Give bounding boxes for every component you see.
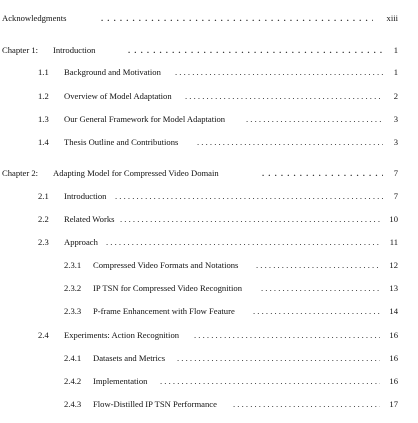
toc-entry-number: 1.2 <box>38 91 49 101</box>
toc-leader-dots <box>194 329 380 341</box>
toc-entry-section-2-2[interactable] <box>0 213 418 225</box>
toc-entry-number: 2.3.1 <box>64 260 82 270</box>
toc-entry-number: Chapter 1: <box>2 45 39 55</box>
toc-entry-title: Background and Motivation <box>64 67 161 77</box>
toc-entry-chapter-1[interactable] <box>0 44 418 56</box>
toc-entry-number: 2.3 <box>38 237 49 247</box>
toc-entry-section-1-1[interactable] <box>0 66 418 78</box>
toc-page-number: 10 <box>389 214 398 224</box>
toc-entry-number: 2.4.3 <box>64 399 82 409</box>
toc-entry-title: P-frame Enhancement with Flow Feature <box>93 306 235 316</box>
toc-entry-title: Datasets and Metrics <box>93 353 166 363</box>
toc-page-number: 1 <box>393 67 398 77</box>
toc-entry-number: 2.3.2 <box>64 283 82 293</box>
toc-leader-dots <box>115 190 383 202</box>
toc-entry-number: 2.3.3 <box>64 306 82 316</box>
toc-entry-title: Our General Framework for Model Adaptation <box>64 114 226 124</box>
toc-entry-number: 1.1 <box>38 67 49 77</box>
toc-leader-dots <box>233 398 380 410</box>
toc-entry-title: Introduction <box>64 191 107 201</box>
toc-entry-title: Compressed Video Formats and Notations <box>93 260 239 270</box>
toc-entry-number: 2.4.1 <box>64 353 82 363</box>
toc-entry-section-1-3[interactable] <box>0 113 418 125</box>
toc-leader-dots <box>106 236 380 248</box>
toc-entry-subsection-2-4-1[interactable] <box>0 352 418 364</box>
toc-leader-dots <box>160 375 380 387</box>
toc-entry-number: 2.4.2 <box>64 376 82 386</box>
toc-entry-acknowledgments[interactable] <box>0 12 418 24</box>
toc-leader-dots <box>175 66 383 78</box>
toc-page-number: 17 <box>389 399 398 409</box>
toc-page-number: 7 <box>393 168 398 178</box>
toc-entry-number: 1.4 <box>38 137 49 147</box>
toc-leader-dots <box>197 136 383 148</box>
toc-page-number: 14 <box>389 306 398 316</box>
toc-entry-number: Chapter 2: <box>2 168 39 178</box>
toc-entry-number: 1.3 <box>38 114 49 124</box>
toc-entry-chapter-2[interactable] <box>0 167 418 179</box>
toc-entry-title: Acknowledgments <box>2 13 67 23</box>
toc-entry-title: Implementation <box>93 376 148 386</box>
toc-entry-title: IP TSN for Compressed Video Recognition <box>93 283 242 293</box>
toc-page-number: 16 <box>389 353 398 363</box>
toc-page-number: 12 <box>389 260 398 270</box>
toc-page-number: 13 <box>389 283 398 293</box>
toc-page-number: 2 <box>393 91 398 101</box>
toc-page-number: 11 <box>389 237 398 247</box>
toc-page-number: 3 <box>393 137 398 147</box>
toc-entry-title: Experiments: Action Recognition <box>64 330 180 340</box>
toc-entry-title: Approach <box>64 237 98 247</box>
toc-leader-dots <box>120 213 380 225</box>
toc-entry-title: Flow-Distilled IP TSN Performance <box>93 399 217 409</box>
toc-entry-subsection-2-4-2[interactable] <box>0 375 418 387</box>
toc-entry-subsection-2-4-3[interactable] <box>0 398 418 410</box>
toc-page-number: 16 <box>389 330 398 340</box>
toc-entry-number: 2.2 <box>38 214 49 224</box>
toc-leader-dots <box>246 113 383 125</box>
toc-leader-dots <box>177 352 380 364</box>
toc-entry-section-1-2[interactable] <box>0 90 418 102</box>
toc-entry-title: Adapting Model for Compressed Video Domain <box>53 168 219 178</box>
toc-leader-dots <box>253 305 380 317</box>
toc-entry-subsection-2-3-1[interactable] <box>0 259 418 271</box>
toc-entry-title: Introduction <box>53 45 96 55</box>
toc-leader-dots <box>185 90 383 102</box>
toc-leader-dots <box>128 44 383 56</box>
toc-entry-section-2-1[interactable] <box>0 190 418 202</box>
toc-entry-section-1-4[interactable] <box>0 136 418 148</box>
toc-page-number: 3 <box>393 114 398 124</box>
toc-page-number: 7 <box>393 191 398 201</box>
toc-leader-dots <box>261 282 380 294</box>
toc-entry-title: Related Works <box>64 214 115 224</box>
toc-entry-section-2-4[interactable] <box>0 329 418 341</box>
toc-entry-number: 2.1 <box>38 191 49 201</box>
toc-page-number: xiii <box>386 13 398 23</box>
toc-entry-section-2-3[interactable] <box>0 236 418 248</box>
toc-page-number: 1 <box>393 45 398 55</box>
toc-entry-subsection-2-3-2[interactable] <box>0 282 418 294</box>
toc-entry-number: 2.4 <box>38 330 49 340</box>
toc-entry-title: Overview of Model Adaptation <box>64 91 172 101</box>
toc-leader-dots <box>256 259 380 271</box>
toc-entry-title: Thesis Outline and Contributions <box>64 137 179 147</box>
toc-leader-dots <box>101 12 373 24</box>
toc-page-number: 16 <box>389 376 398 386</box>
toc-entry-subsection-2-3-3[interactable] <box>0 305 418 317</box>
toc-leader-dots <box>262 167 383 179</box>
